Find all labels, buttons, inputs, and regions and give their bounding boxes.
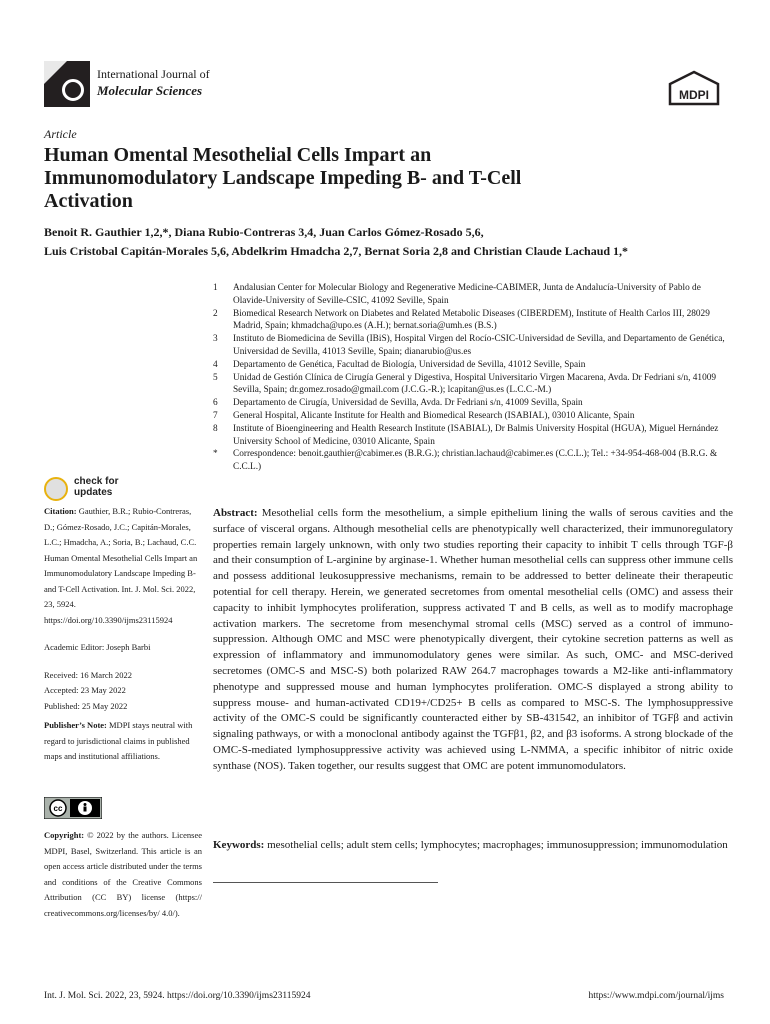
- received-date: Received: 16 March 2022: [44, 669, 133, 680]
- citation: Citation: Gauthier, B.R.; Rubio-Contreras, D.; Gómez-Rosado, J.C.; Capitán-Morales, L.C.; Hmadcha, A.; Soria, B.; Lachaud, C.C. Human Omental Mesothelial Cells Impart an Immunomodulatory Landscape Impeding B- and T-Cell Activation. Int. J. Mol. Sci. 2022, 23, 5924. https://doi.org/10.3390/ijms23115924: [44, 506, 198, 625]
- abstract-label: Abstract:: [213, 507, 258, 519]
- authors-line-1: Benoit R. Gauthier 1,2,*, Diana Rubio-Contreras 3,4, Juan Carlos Gómez-Rosado 5,6,: [44, 225, 484, 239]
- mdpi-logo-icon: [666, 70, 722, 106]
- affiliation-item: 8 Institute of Bioengineering and Health Research Institute (ISABIAL), Dr Balmis University Hospital (HGUA), Miguel Hernández University School of Medicine, 03010 Alicante, Spain: [213, 423, 719, 447]
- copyright-block: Copyright: © 2022 by the authors. Licensee MDPI, Basel, Switzerland. This article is an open access article distributed under the terms and conditions of the Creative Commons Attribution (CC BY) license (https:// creativecommons.org/licenses/by/ 4.0/).: [44, 830, 202, 918]
- correspondence: * Correspondence: benoit.gauthier@cabimer.es (B.R.G.); christian.lachaud@cabimer.es (C.C.L.); Tel.: +34-954-468-004 (B.R.G. & C.C.L.): [213, 449, 718, 473]
- article-type: Article: [44, 127, 77, 141]
- mdpi-logo-text: MDPI: [679, 88, 709, 102]
- svg-text:cc: cc: [53, 804, 63, 813]
- check-updates-line2: updates: [74, 487, 113, 498]
- author-list: [44, 223, 734, 261]
- keywords-label: Keywords:: [213, 839, 265, 851]
- journal-logo-icon: [44, 61, 90, 107]
- check-updates-icon: [44, 477, 68, 501]
- affiliation-item: 4 Departamento de Genética, Facultad de Biología, Universidad de Sevilla, 41012 Seville, Spain: [213, 359, 586, 370]
- published-date: Published: 25 May 2022: [44, 700, 128, 711]
- academic-editor: Academic Editor: Joseph Barbi: [44, 642, 151, 652]
- abstract-text: Mesothelial cells form the mesothelium, a simple epithelium lining the walls of serous cavities and the surface of visceral organs. Although mesothelial cells are phenotypically well characterized, their immunoregulatory properties remain largely unknown, with only two studies reporting their capacity to inhibit T cells through TGF-β and their consumption of L-arginine by arginase-1. Whether human mesothelial cells can suppress other immune cells and possess additional leukosuppressive mechanisms, remain to be addressed to better delineate their therapeutic potential for cell therapy. Herein, we generated secretomes from omental mesothelial cells (OMC) and assess their capacity to inhibit lymphocytes proliferation, suppress activated T and B cells, as well as to modify macrophage activation markers. The secretome from mesenchymal stromal cells (MSC) served as a control of immuno-suppression. Although OMC and MSC were phenotypically divergent, their cytokine secretion patterns as well as expression of inflammatory and immunomodulatory genes were similar. As such, OMC- and MSC-derived secretomes (OMC-S and MSC-S) both polarized RAW 264.7 macrophages towards a M2-like anti-inflammatory phenotype and suppressed mouse and human lymphocytes proliferation. OMC-S displayed a strong ability to suppress mouse- and human-activated CD19+/CD25+ B cells as compared to MSC-S. The lymphosuppressive activity of the OMC-S could be significantly counteracted either by SB-431542, an inhibitor of TGFβ and activin signaling pathways, or with a monoclonal antibody against the TGFβ1, β2, and β3 isoforms. A strong blockade of the OMC-S-mediated lymphosuppressive activity was achieved using L-NMMA, a specific inhibitor of nitric oxide synthase (NOS). Taken together, our results suggest that OMC are potent immunomodulators.: [213, 507, 734, 772]
- keywords-text: mesothelial cells; adult stem cells; lymphocytes; macrophages; immunosuppression; immunomodulation: [267, 839, 728, 851]
- journal-name-line2: Molecular Sciences: [97, 83, 203, 98]
- affiliations: [213, 282, 733, 474]
- keywords: [213, 838, 733, 854]
- divider: [213, 882, 438, 883]
- authors-line-2: Luis Cristobal Capitán-Morales 5,6, Abdelkrim Hmadcha 2,7, Bernat Soria 2,8 and Christian Claude Lachaud 1,*: [44, 244, 629, 258]
- footer-journal-link[interactable]: https://www.mdpi.com/journal/ijms: [588, 991, 724, 1001]
- abstract: [213, 506, 733, 775]
- sidebar: [44, 504, 202, 777]
- affiliation-item: 2 Biomedical Research Network on Diabetes and Related Metabolic Diseases (CIBERDEM), Institute of Health Carlos III, 28029 Madrid, Spain; khmadcha@upo.es (A.H.); bernat.soria@umh.es (B.S.): [213, 308, 710, 332]
- publisher-note: Publisher’s Note: MDPI stays neutral with regard to jurisdictional claims in published maps and institutional affiliations.: [44, 720, 193, 761]
- footer-citation: Int. J. Mol. Sci. 2022, 23, 5924. https://doi.org/10.3390/ijms23115924: [44, 991, 311, 1001]
- cc-by-license-icon[interactable]: [44, 797, 102, 819]
- affiliation-item: 7 General Hospital, Alicante Institute for Health and Biomedical Research (ISABIAL), 03010 Alicante, Spain: [213, 410, 635, 421]
- paper-title: Human Omental Mesothelial Cells Impart an Immunomodulatory Landscape Impeding B- and T-Cell Activation: [44, 144, 522, 212]
- affiliation-item: 6 Departamento de Cirugía, Universidad de Sevilla, Avda. Dr Fedriani s/n, 41009 Sevilla, Spain: [213, 398, 583, 409]
- accepted-date: Accepted: 23 May 2022: [44, 685, 126, 695]
- affiliation-item: 3 Instituto de Biomedicina de Sevilla (IBiS), Hospital Virgen del Rocío-CSIC-Universidad de Sevilla, and Departamento de Genética, Universidad de Sevilla, 41013 Seville, Spain; dianarubio@us.es: [213, 334, 725, 357]
- check-for-updates-button[interactable]: [44, 475, 164, 503]
- check-updates-line1: check for: [74, 476, 119, 487]
- journal-name-line1: International Journal of: [97, 67, 210, 81]
- affiliation-item: 1 Andalusian Center for Molecular Biology and Regenerative Medicine-CABIMER, Junta de Andalucía-University of Pablo de Olavide-University of Seville-CSIC, 41092 Seville, Spain: [213, 283, 701, 306]
- affiliation-item: 5 Unidad de Gestión Clínica de Cirugía General y Digestiva, Hospital Universitario Virgen Macarena, Avda. Dr Fedriani s/n, 41009 Sevilla, Spain; dr.gomez.rosado@gmail.com (J.C.G.-R.); lcapitan@us.es (L.C.C.-M.): [213, 372, 717, 396]
